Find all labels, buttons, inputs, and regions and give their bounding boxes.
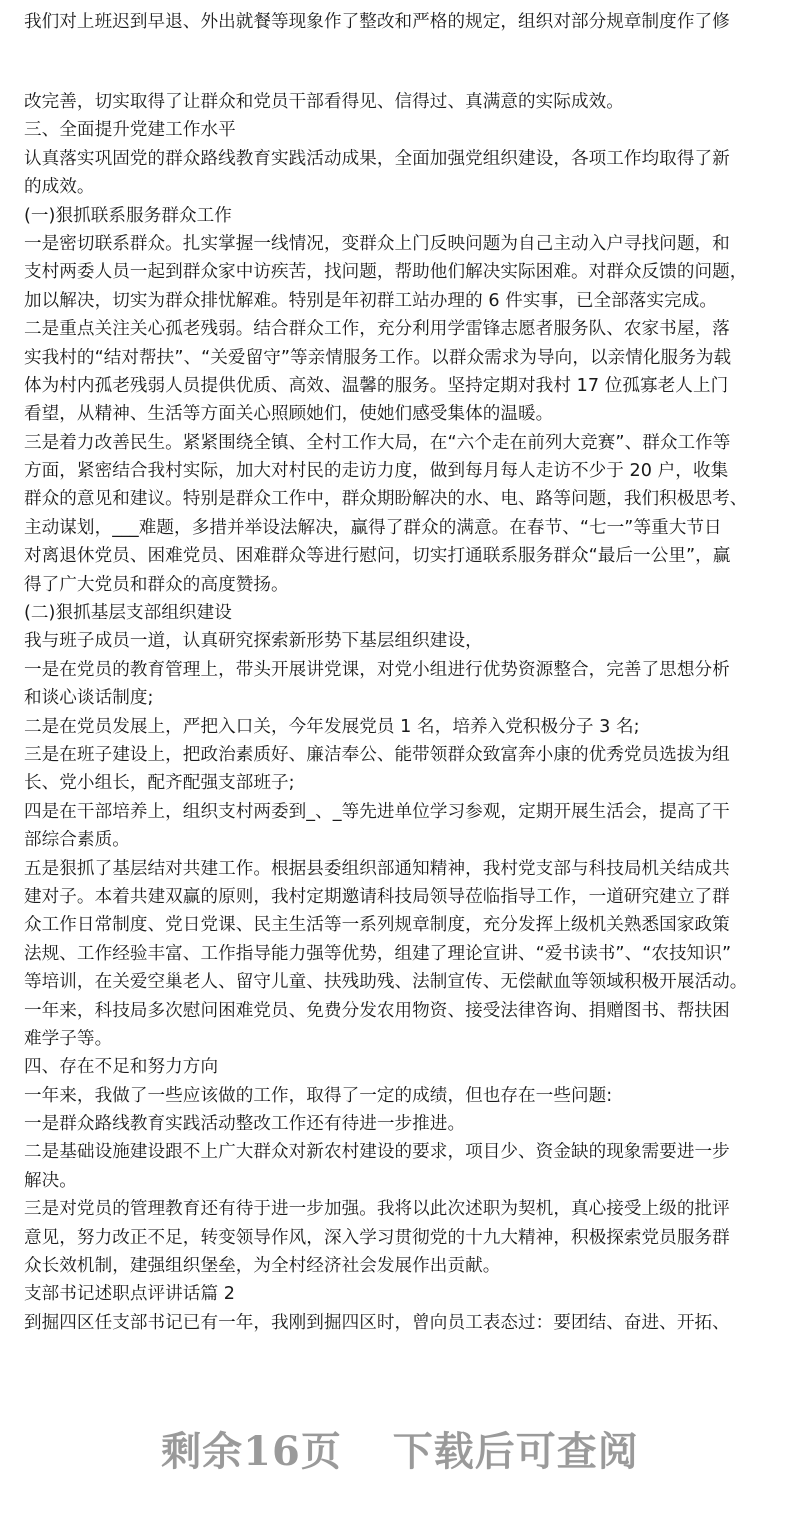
text-line: 二是在党员发展上，严把入口关，今年发展党员 1 名，培养入党积极分子 3 名; (24, 716, 640, 737)
text-line: 难学子等。 (24, 1028, 113, 1049)
text-line: 建对子。本着共建双赢的原则，我村定期邀请科技局领导莅临指导工作，一道研究建立了群 (24, 886, 730, 907)
text-line: 一是密切联系群众。扎实掌握一线情况，变群众上门反映问题为自己主动入户寻找问题，和 (24, 233, 730, 254)
text-line: 意见，努力改正不足，转变领导作风，深入学习贯彻党的十九大精神，积极探索党员服务群 (24, 1227, 730, 1248)
text-line: 支部书记述职点评讲话篇 2 (24, 1284, 235, 1305)
text-line: 主动谋划，___难题，多措并举设法解决，赢得了群众的满意。在春节、“七一”等重大节日 (24, 517, 722, 538)
text-line: 对离退休党员、困难党员、困难群众等进行慰问，切实打通联系服务群众“最后一公里”，赢 (24, 546, 731, 567)
text-line: 长、党小组长，配齐配强支部班子; (24, 773, 295, 794)
text-line: 四、存在不足和努力方向 (24, 1057, 219, 1078)
remaining-pages-label: 剩余16页 (161, 1428, 342, 1475)
text-line: 群众的意见和建议。特别是群众工作中，群众期盼解决的水、电、路等问题，我们积极思考、 (24, 489, 748, 510)
document-top-fragment (24, 8, 784, 36)
text-line: 三、全面提升党建工作水平 (24, 120, 236, 141)
text-line: 二是重点关注关心孤老残弱。结合群众工作，充分利用学雷锋志愿者服务队、农家书屋，落 (24, 319, 730, 340)
text-line: 一年来，我做了一些应该做的工作，取得了一定的成绩，但也存在一些问题: (24, 1085, 613, 1106)
text-line: 五是狠抓了基层结对共建工作。根据县委组织部通知精神，我村党支部与科技局机关结成共 (24, 858, 730, 879)
text-line: 三是在班子建设上，把政治素质好、廉洁奉公、能带领群众致富奔小康的优秀党员选拔为组 (24, 744, 730, 765)
text-line: 的成效。 (24, 177, 95, 198)
text-line: 加以解决，切实为群众排忧解难。特别是年初群工站办理的 6 件实事，已全部落实完成。 (24, 290, 717, 311)
text-line: (二)狠抓基层支部组织建设 (24, 603, 232, 624)
text-line: 部综合素质。 (24, 830, 130, 851)
text-line: 法规、工作经验丰富、工作指导能力强等优势，组建了理论宣讲、“爱书读书”、“农技知识” (24, 943, 732, 964)
text-line: 一是在党员的教育管理上，带头开展讲党课，对党小组进行优势资源整合，完善了思想分析 (24, 659, 730, 680)
text-line: 等培训，在关爱空巢老人、留守儿童、扶残助残、法制宣传、无偿献血等领域积极开展活动。 (24, 972, 748, 993)
text-line: (一)狠抓联系服务群众工作 (24, 205, 232, 226)
text-line: 认真落实巩固党的群众路线教育实践活动成果，全面加强党组织建设，各项工作均取得了新 (24, 148, 730, 169)
text-line: 众工作日常制度、党日党课、民主生活等一系列规章制度，充分发挥上级机关熟悉国家政策 (24, 915, 730, 936)
text-line: 我们对上班迟到早退、外出就餐等现象作了整改和严格的规定，组织对部分规章制度作了修 (24, 12, 730, 32)
text-line: 得了广大党员和群众的高度赞扬。 (24, 574, 289, 595)
text-line: 三是着力改善民生。紧紧围绕全镇、全村工作大局，在“六个走在前列大竞赛”、群众工作等 (24, 432, 731, 453)
text-line: 四是在干部培养上，组织支村两委到_、_等先进单位学习参观，定期开展生活会，提高了干 (24, 801, 730, 822)
download-to-read-label[interactable]: 下载后可查阅 (392, 1428, 639, 1475)
text-line: 三是对党员的管理教育还有待于进一步加强。我将以此次述职为契机，真心接受上级的批评 (24, 1199, 730, 1220)
text-line: 看望，从精神、生活等方面关心照顾她们，使她们感受集体的温暖。 (24, 404, 554, 425)
text-line: 众长效机制，建强组织堡垒，为全村经济社会发展作出贡献。 (24, 1256, 501, 1277)
text-line: 和谈心谈话制度; (24, 688, 154, 709)
text-line: 我与班子成员一道，认真研究探索新形势下基层组织建设， (24, 631, 483, 652)
text-line: 一是群众路线教育实践活动整改工作还有待进一步推进。 (24, 1114, 466, 1135)
text-line: 到掘四区任支部书记已有一年，我刚到掘四区时，曾向员工表态过：要团结、奋进、开拓、 (24, 1312, 730, 1333)
document-body (24, 88, 784, 1337)
text-line: 体为村内孤老残弱人员提供优质、高效、温馨的服务。坚持定期对我村 17 位孤寡老人上门 (24, 375, 729, 396)
text-line: 实我村的“结对帮扶”、“关爱留守”等亲情服务工作。以群众需求为导向，以亲情化服务为载 (24, 347, 732, 368)
text-line: 改完善，切实取得了让群众和党员干部看得见、信得过、真满意的实际成效。 (24, 92, 624, 112)
text-line: 一年来，科技局多次慰问困难党员、免费分发农用物资、接受法律咨询、捐赠图书、帮扶困 (24, 1000, 730, 1021)
text-line: 方面，紧密结合我村实际，加大对村民的走访力度，做到每月每人走访不少于 20 户，收集 (24, 461, 729, 482)
text-line: 解决。 (24, 1170, 77, 1191)
text-line: 二是基础设施建设跟不上广大群众对新农村建设的要求，项目少、资金缺的现象需要进一步 (24, 1142, 730, 1163)
text-line: 支村两委人员一起到群众家中访疾苦，找问题，帮助他们解决实际困难。对群众反馈的问题， (24, 262, 748, 283)
paywall-banner[interactable] (0, 1420, 800, 1477)
